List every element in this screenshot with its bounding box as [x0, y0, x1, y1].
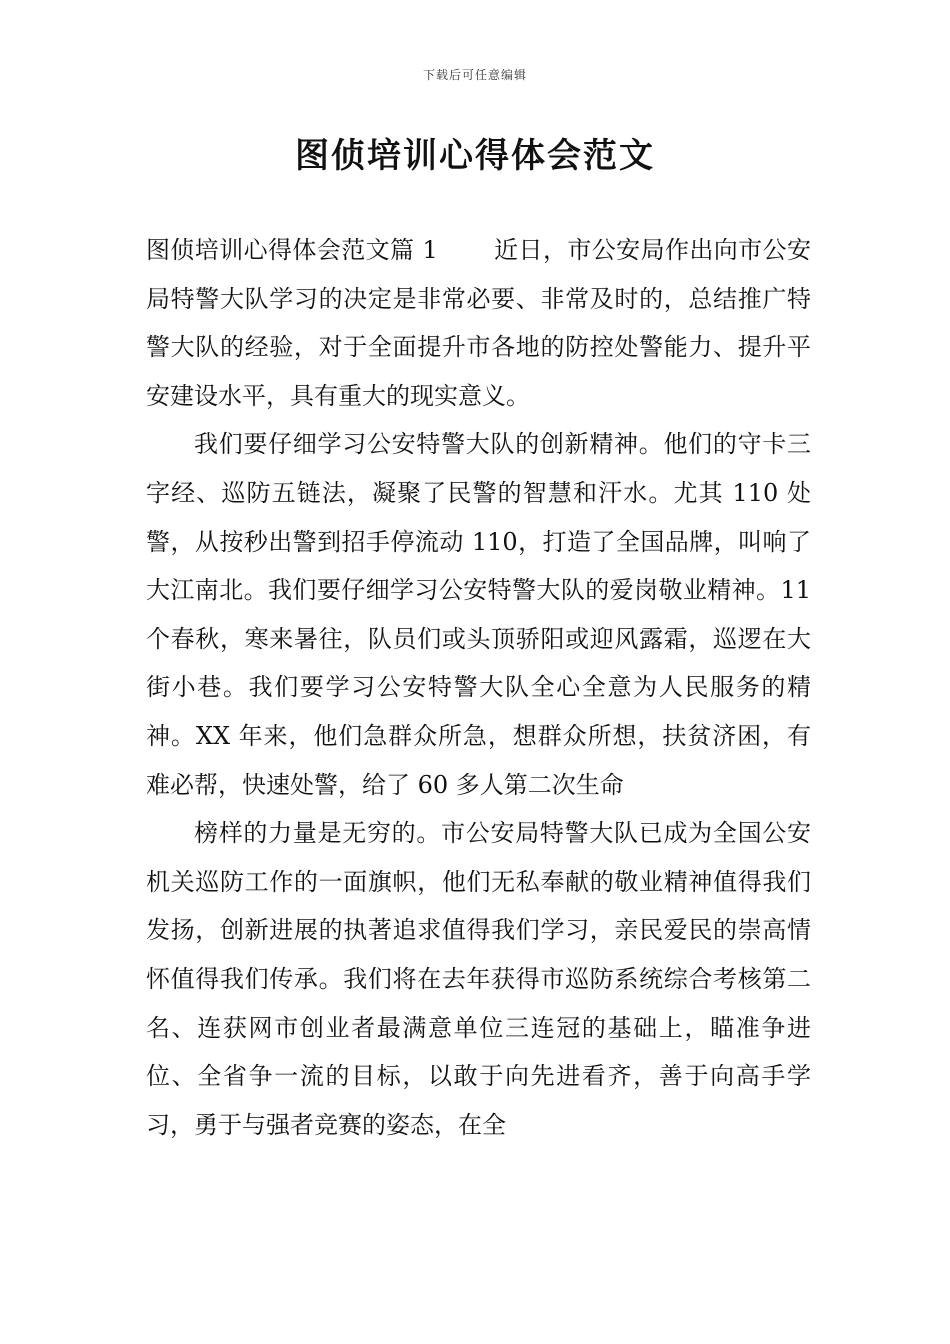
section-lead: 图侦培训心得体会范文篇 1	[146, 236, 438, 264]
document-body	[146, 226, 811, 1149]
header-note: 下载后可任意编辑	[422, 68, 527, 82]
paragraph-3: 榜样的力量是无穷的。市公安局特警大队已成为全国公安机关巡防工作的一面旗帜，他们无私奉献的敬业精神值得我们发扬，创新进展的执著追求值得我们学习，亲民爱民的崇高情怀值得我们传承。我们将在去年获得市巡防系统综合考核第二名、连获网市创业者最满意单位三连冠的基础上，瞄准争进位、全省争一流的目标，以敢于向先进看齐，善于向高手学习，勇于与强者竞赛的姿态，在全	[146, 819, 811, 1139]
paragraph-1-text: 近日，市公安局作出向市公安局特警大队学习的决定是非常必要、非常及时的，总结推广特警大队的经验，对于全面提升市各地的防控处警能力、提升平安建设水平，具有重大的现实意义。	[146, 236, 811, 410]
paragraph-2: 我们要仔细学习公安特警大队的创新精神。他们的守卡三字经、巡防五链法，凝聚了民警的智慧和汗水。尤其 110 处警，从按秒出警到招手停流动 110，打造了全国品牌，叫响了大江南北。我们要仔细学习公安特警大队的爱岗敬业精神。11 个春秋，寒来暑往，队员们或头顶骄阳或迎风露霜，巡逻在大街小巷。我们要学习公安特警大队全心全意为人民服务的精神。XX 年来，他们急群众所急，想群众所想，扶贫济困，有难必帮，快速处警，给了 60 多人第二次生命	[146, 430, 811, 799]
paragraph-1	[146, 226, 811, 420]
document-title: 图侦培训心得体会范文	[295, 136, 655, 176]
